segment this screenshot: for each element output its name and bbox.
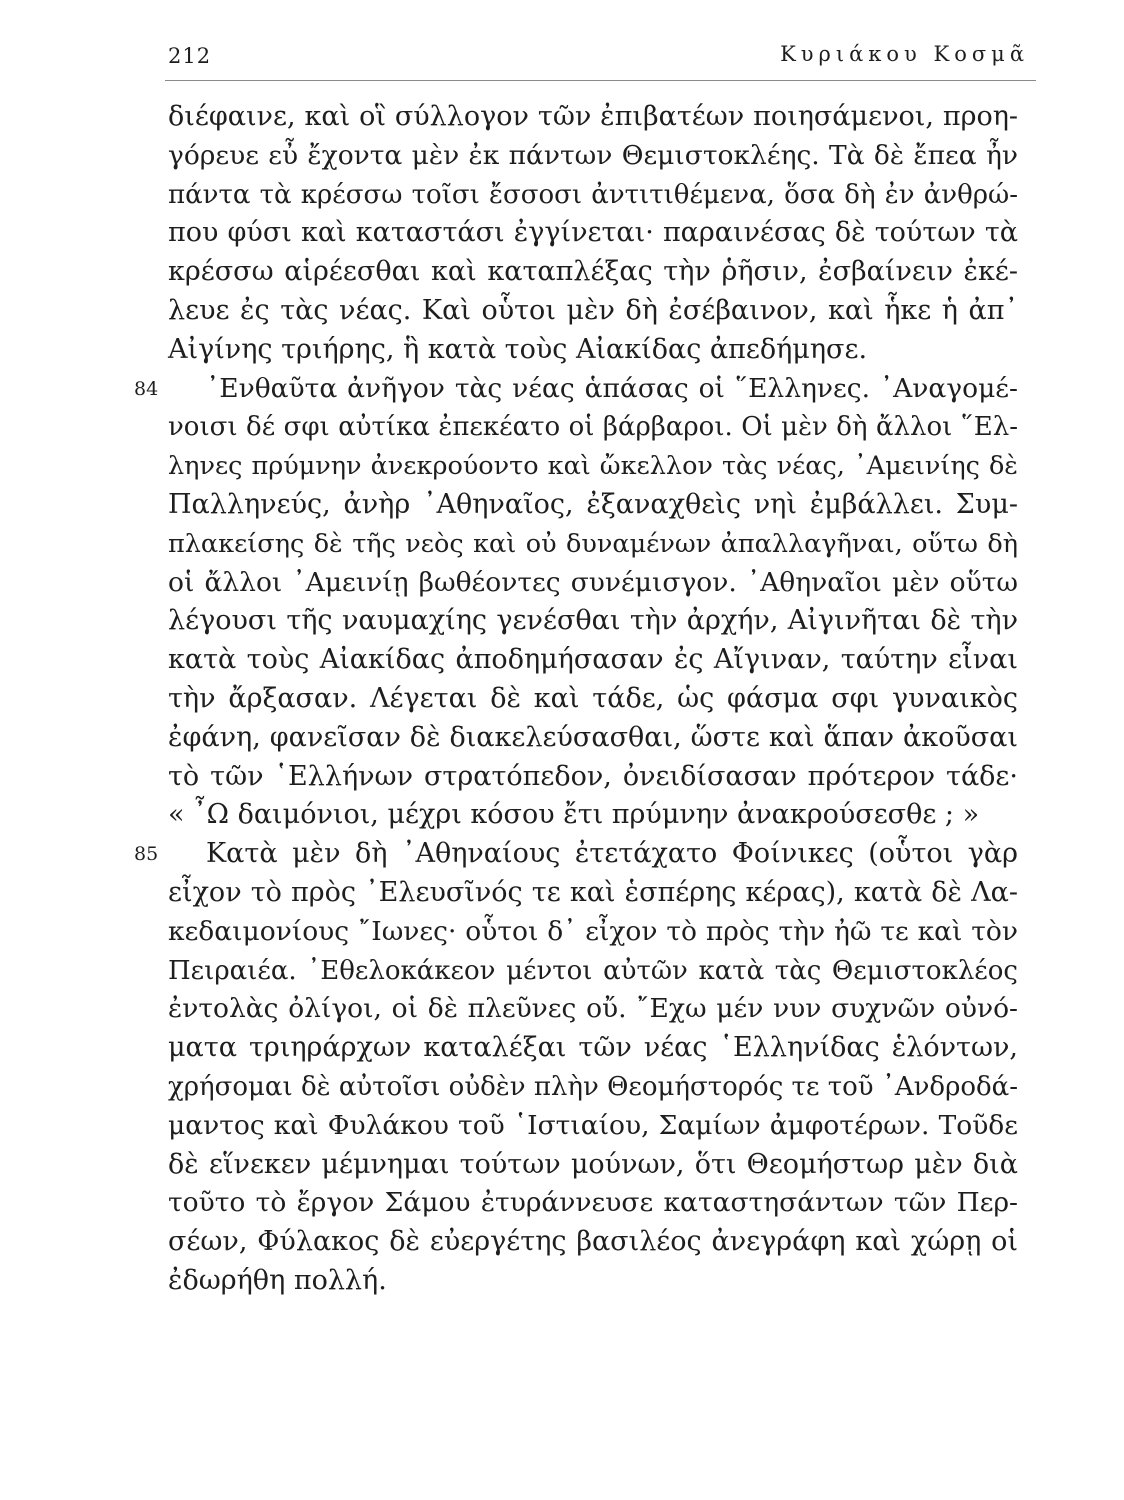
text-line: Πειραιέα. ᾽Εθελοκάκεον μέντοι αὐτῶν κατὰ τὰς Θεμιστοκλέος [168,955,1018,986]
text-line: « ῏Ω δαιμόνιοι, μέχρι κόσου ἔτι πρύμνην ἀνακρούσεσθε ; » [168,799,980,831]
text-line: γόρευε εὖ ἔχοντα μὲν ἐκ πάντων Θεμιστοκλέης. Τὰ δὲ ἔπεα ἦν [168,139,1018,171]
text-line: τὴν ἄρξασαν. Λέγεται δὲ καὶ τάδε, ὡς φάσμα σφι γυναικὸς [168,682,1018,714]
text-line: κεδαιμονίους ῎Ιωνες· οὗτοι δ᾽ εἶχον τὸ πρὸς τὴν ἠῶ τε καὶ τὸν [168,915,1018,947]
text-line: νοισι δέ σφι αὐτίκα ἐπεκέατο οἱ βάρβαροι. Οἱ μὲν δὴ ἄλλοι ῞Ελ- [168,412,1018,443]
text-line: πάντα τὰ κρέσσω τοῖσι ἔσσοσι ἀντιτιθέμενα, ὅσα δὴ ἐν ἀνθρώ- [168,179,1018,210]
text-line: ματα τριηράρχων καταλέξαι τῶν νέας ῾Ελληνίδας ἑλόντων, [168,1032,1018,1064]
section-number: 84 [134,377,159,400]
paragraph [134,370,1018,836]
text-line: Παλληνεύς, ἀνὴρ ᾽Αθηναῖος, ἐξαναχθεὶς νηὶ ἐμβάλλει. Συμ- [168,488,1018,520]
paragraph [168,98,1018,370]
text-line: λέγουσι τῆς ναυμαχίης γενέσθαι τὴν ἀρχήν, Αἰγινῆται δὲ τὴν [168,605,1018,637]
text-line: εἶχον τὸ πρὸς ᾽Ελευσῖνός τε καὶ ἑσπέρης κέρας), κατὰ δὲ Λα- [168,876,1018,908]
page-number: 212 [168,44,212,68]
text-line: μαντος καὶ Φυλάκου τοῦ ῾Ιστιαίου, Σαμίων ἀμφοτέρων. Τοῦδε [168,1109,1018,1141]
text-line: ἐντολὰς ὀλίγοι, οἱ δὲ πλεῦνες οὔ. ῎Εχω μέν νυν συχνῶν οὐνό- [168,993,1018,1025]
text-line: διέφαινε, καὶ οἳ σύλλογον τῶν ἐπιβατέων ποιησάμενοι, προη- [168,101,1018,132]
paragraph [134,835,1018,1301]
text-line: χρήσομαι δὲ αὐτοῖσι οὐδὲν πλὴν Θεομήστορός τε τοῦ ᾽Ανδροδά- [168,1071,1018,1102]
header-rule [165,80,1036,81]
text-line: ἐφάνη, φανεῖσαν δὲ διακελεύσασθαι, ὥστε καὶ ἅπαν ἀκοῦσαι [168,721,1018,753]
text-line: τοῦτο τὸ ἔργον Σάμου ἐτυράννευσε καταστησάντων τῶν Περ- [168,1187,1018,1219]
running-title: Κυριάκου Κοσμᾶ [780,42,1029,66]
page-header [0,0,1124,90]
text-line: ληνες πρύμνην ἀνεκρούοντο καὶ ὤκελλον τὰς νέας, ᾽Αμεινίης δὲ [168,451,1018,482]
body-text [134,98,1018,1301]
text-line: οἱ ἄλλοι ᾽Αμεινίῃ βωθέοντες συνέμισγον. ᾽Αθηναῖοι μὲν οὕτω [168,566,1018,598]
section-number: 85 [134,843,159,866]
text-line: κατὰ τοὺς Αἰακίδας ἀποδημήσασαν ἐς Αἴγιναν, ταύτην εἶναι [168,644,1018,676]
text-line: πλακείσης δὲ τῆς νεὸς καὶ οὐ δυναμένων ἀπαλλαγῆναι, οὕτω δὴ [168,528,1018,559]
text-line: τὸ τῶν ῾Ελλήνων στρατόπεδον, ὀνειδίσασαν πρότερον τάδε· [168,760,1018,792]
line-text: ᾽Ενθαῦτα ἀνῆγον τὰς νέας ἁπάσας οἱ ῞Ελληνες. ᾽Αναγομέ- [206,372,1018,404]
line-text: Κατὰ μὲν δὴ ᾽Αθηναίους ἐτετάχατο Φοίνικες (οὗτοι γὰρ [206,838,1018,870]
text-line: κρέσσω αἱρέεσθαι καὶ καταπλέξας τὴν ῥῆσιν, ἐσβαίνειν ἐκέ- [168,256,1018,288]
text-line: σέων, Φύλακος δὲ εὐεργέτης βασιλέος ἀνεγράφη καὶ χώρῃ οἱ [168,1226,1018,1258]
text-line: ἐδωρήθη πολλή. [168,1264,387,1296]
text-line: Αἰγίνης τριήρης, ἣ κατὰ τοὺς Αἰακίδας ἀπεδήμησε. [168,333,868,365]
text-line: λευε ἐς τὰς νέας. Καὶ οὗτοι μὲν δὴ ἐσέβαινον, καὶ ἧκε ἡ ἀπ᾽ [168,294,1018,326]
text-line: δὲ εἵνεκεν μέμνημαι τούτων μούνων, ὅτι Θεομήστωρ μὲν διὰ [168,1148,1018,1180]
text-line: που φύσι καὶ καταστάσι ἐγγίνεται· παραινέσας δὲ τούτων τὰ [168,217,1018,249]
text-line [134,370,1018,409]
text-line [134,835,1018,874]
